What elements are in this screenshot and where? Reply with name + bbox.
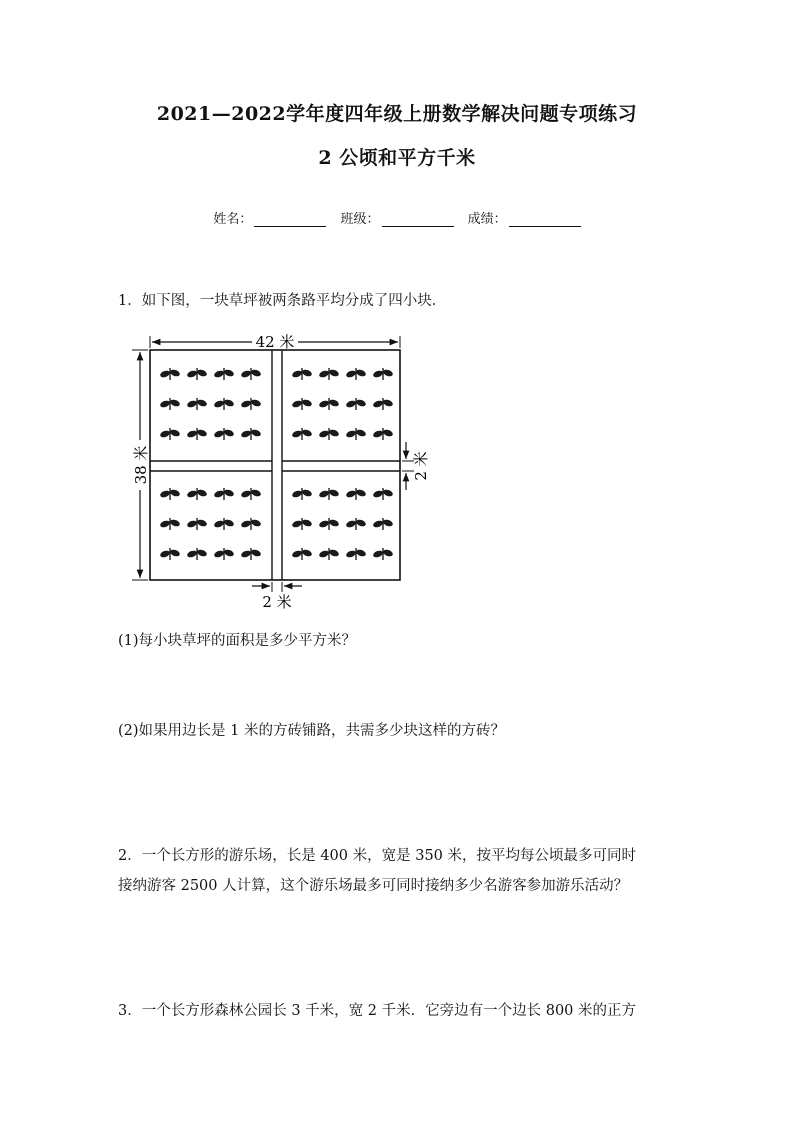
grass-plant-icon xyxy=(372,518,393,530)
grass-plant-icon xyxy=(318,428,339,440)
road-v-label: 2 米 xyxy=(262,593,292,611)
grass-plant-icon xyxy=(318,518,339,530)
grass-plant-icon xyxy=(240,398,261,410)
grass-plant-icon xyxy=(213,398,234,410)
grass-plant-icon xyxy=(186,488,207,500)
grass-plant-icon xyxy=(186,428,207,440)
grass-plant-icon xyxy=(213,428,234,440)
lawn-outline xyxy=(150,350,400,580)
question-2 xyxy=(118,841,688,901)
grass-plant-icon xyxy=(291,428,312,440)
name-field xyxy=(213,208,326,227)
question-1: 1．如下图，一块草坪被两条路平均分成了四小块． xyxy=(118,293,447,309)
score-field xyxy=(468,208,581,227)
class-blank[interactable] xyxy=(382,212,454,227)
grass-plant-icon xyxy=(345,398,366,410)
grass-plant-icon xyxy=(345,368,366,380)
grass-plant-icon xyxy=(291,398,312,410)
grass-plant-icon xyxy=(240,548,261,560)
grass-plant-icon xyxy=(291,368,312,380)
grass-plant-icon xyxy=(372,488,393,500)
lawn-diagram xyxy=(128,328,448,616)
grass-plant-icon xyxy=(186,548,207,560)
grass-plant-icon xyxy=(372,548,393,560)
question-1-part-2: (2)如果用边长是 1 米的方砖铺路，共需多少块这样的方砖？ xyxy=(118,723,505,739)
grass-plant-icon xyxy=(372,368,393,380)
name-label: 姓名： xyxy=(213,212,253,227)
page-subtitle: 2 公顷和平方千米 xyxy=(318,147,476,169)
grass-plant-icon xyxy=(240,368,261,380)
width-label: 42 米 xyxy=(255,333,295,351)
grass-plant-icon xyxy=(159,428,180,440)
score-label: 成绩： xyxy=(467,212,507,227)
student-info xyxy=(0,208,794,227)
question-2-line-2: 接纳游客 2500 人计算，这个游乐场最多可同时接纳多少名游客参加游乐活动？ xyxy=(118,878,629,894)
grass-plant-icon xyxy=(318,398,339,410)
height-label: 38 米 xyxy=(132,445,150,485)
grass-plant-icon xyxy=(213,368,234,380)
grass-plant-icon xyxy=(372,398,393,410)
grass-plant-icon xyxy=(291,548,312,560)
grass-plant-icon xyxy=(345,488,366,500)
question-3-line-1: 3．一个长方形森林公园长 3 千米，宽 2 千米．它旁边有一个边长 800 米的正方 xyxy=(118,1003,637,1019)
class-field xyxy=(340,208,453,227)
class-label: 班级： xyxy=(340,212,380,227)
grass-plant-icon xyxy=(240,518,261,530)
grass-plant-icon xyxy=(345,428,366,440)
grass-plant-icon xyxy=(318,488,339,500)
question-1-part-1: (1)每小块草坪的面积是多少平方米？ xyxy=(118,633,357,649)
score-blank[interactable] xyxy=(509,212,581,227)
grass-plant-icon xyxy=(291,518,312,530)
grass-plant-icon xyxy=(240,488,261,500)
grass-plant-icon xyxy=(159,398,180,410)
page-title: 2021—2022学年度四年级上册数学解决问题专项练习 xyxy=(156,103,638,125)
grass-plant-icon xyxy=(159,488,180,500)
grass-plant-icon xyxy=(186,518,207,530)
grass-plant-icon xyxy=(372,428,393,440)
plant-grid xyxy=(159,368,393,560)
grass-plant-icon xyxy=(159,368,180,380)
grass-plant-icon xyxy=(213,488,234,500)
grass-plant-icon xyxy=(186,398,207,410)
road-h-label: 2 米 xyxy=(412,451,430,481)
grass-plant-icon xyxy=(240,428,261,440)
grass-plant-icon xyxy=(186,368,207,380)
grass-plant-icon xyxy=(291,488,312,500)
grass-plant-icon xyxy=(213,548,234,560)
grass-plant-icon xyxy=(213,518,234,530)
grass-plant-icon xyxy=(159,518,180,530)
grass-plant-icon xyxy=(318,548,339,560)
grass-plant-icon xyxy=(345,548,366,560)
name-blank[interactable] xyxy=(254,212,326,227)
grass-plant-icon xyxy=(318,368,339,380)
grass-plant-icon xyxy=(159,548,180,560)
question-3 xyxy=(118,996,688,1026)
grass-plant-icon xyxy=(345,518,366,530)
question-2-line-1: 2．一个长方形的游乐场，长是 400 米，宽是 350 米，按平均每公顷最多可同时 xyxy=(118,848,637,864)
